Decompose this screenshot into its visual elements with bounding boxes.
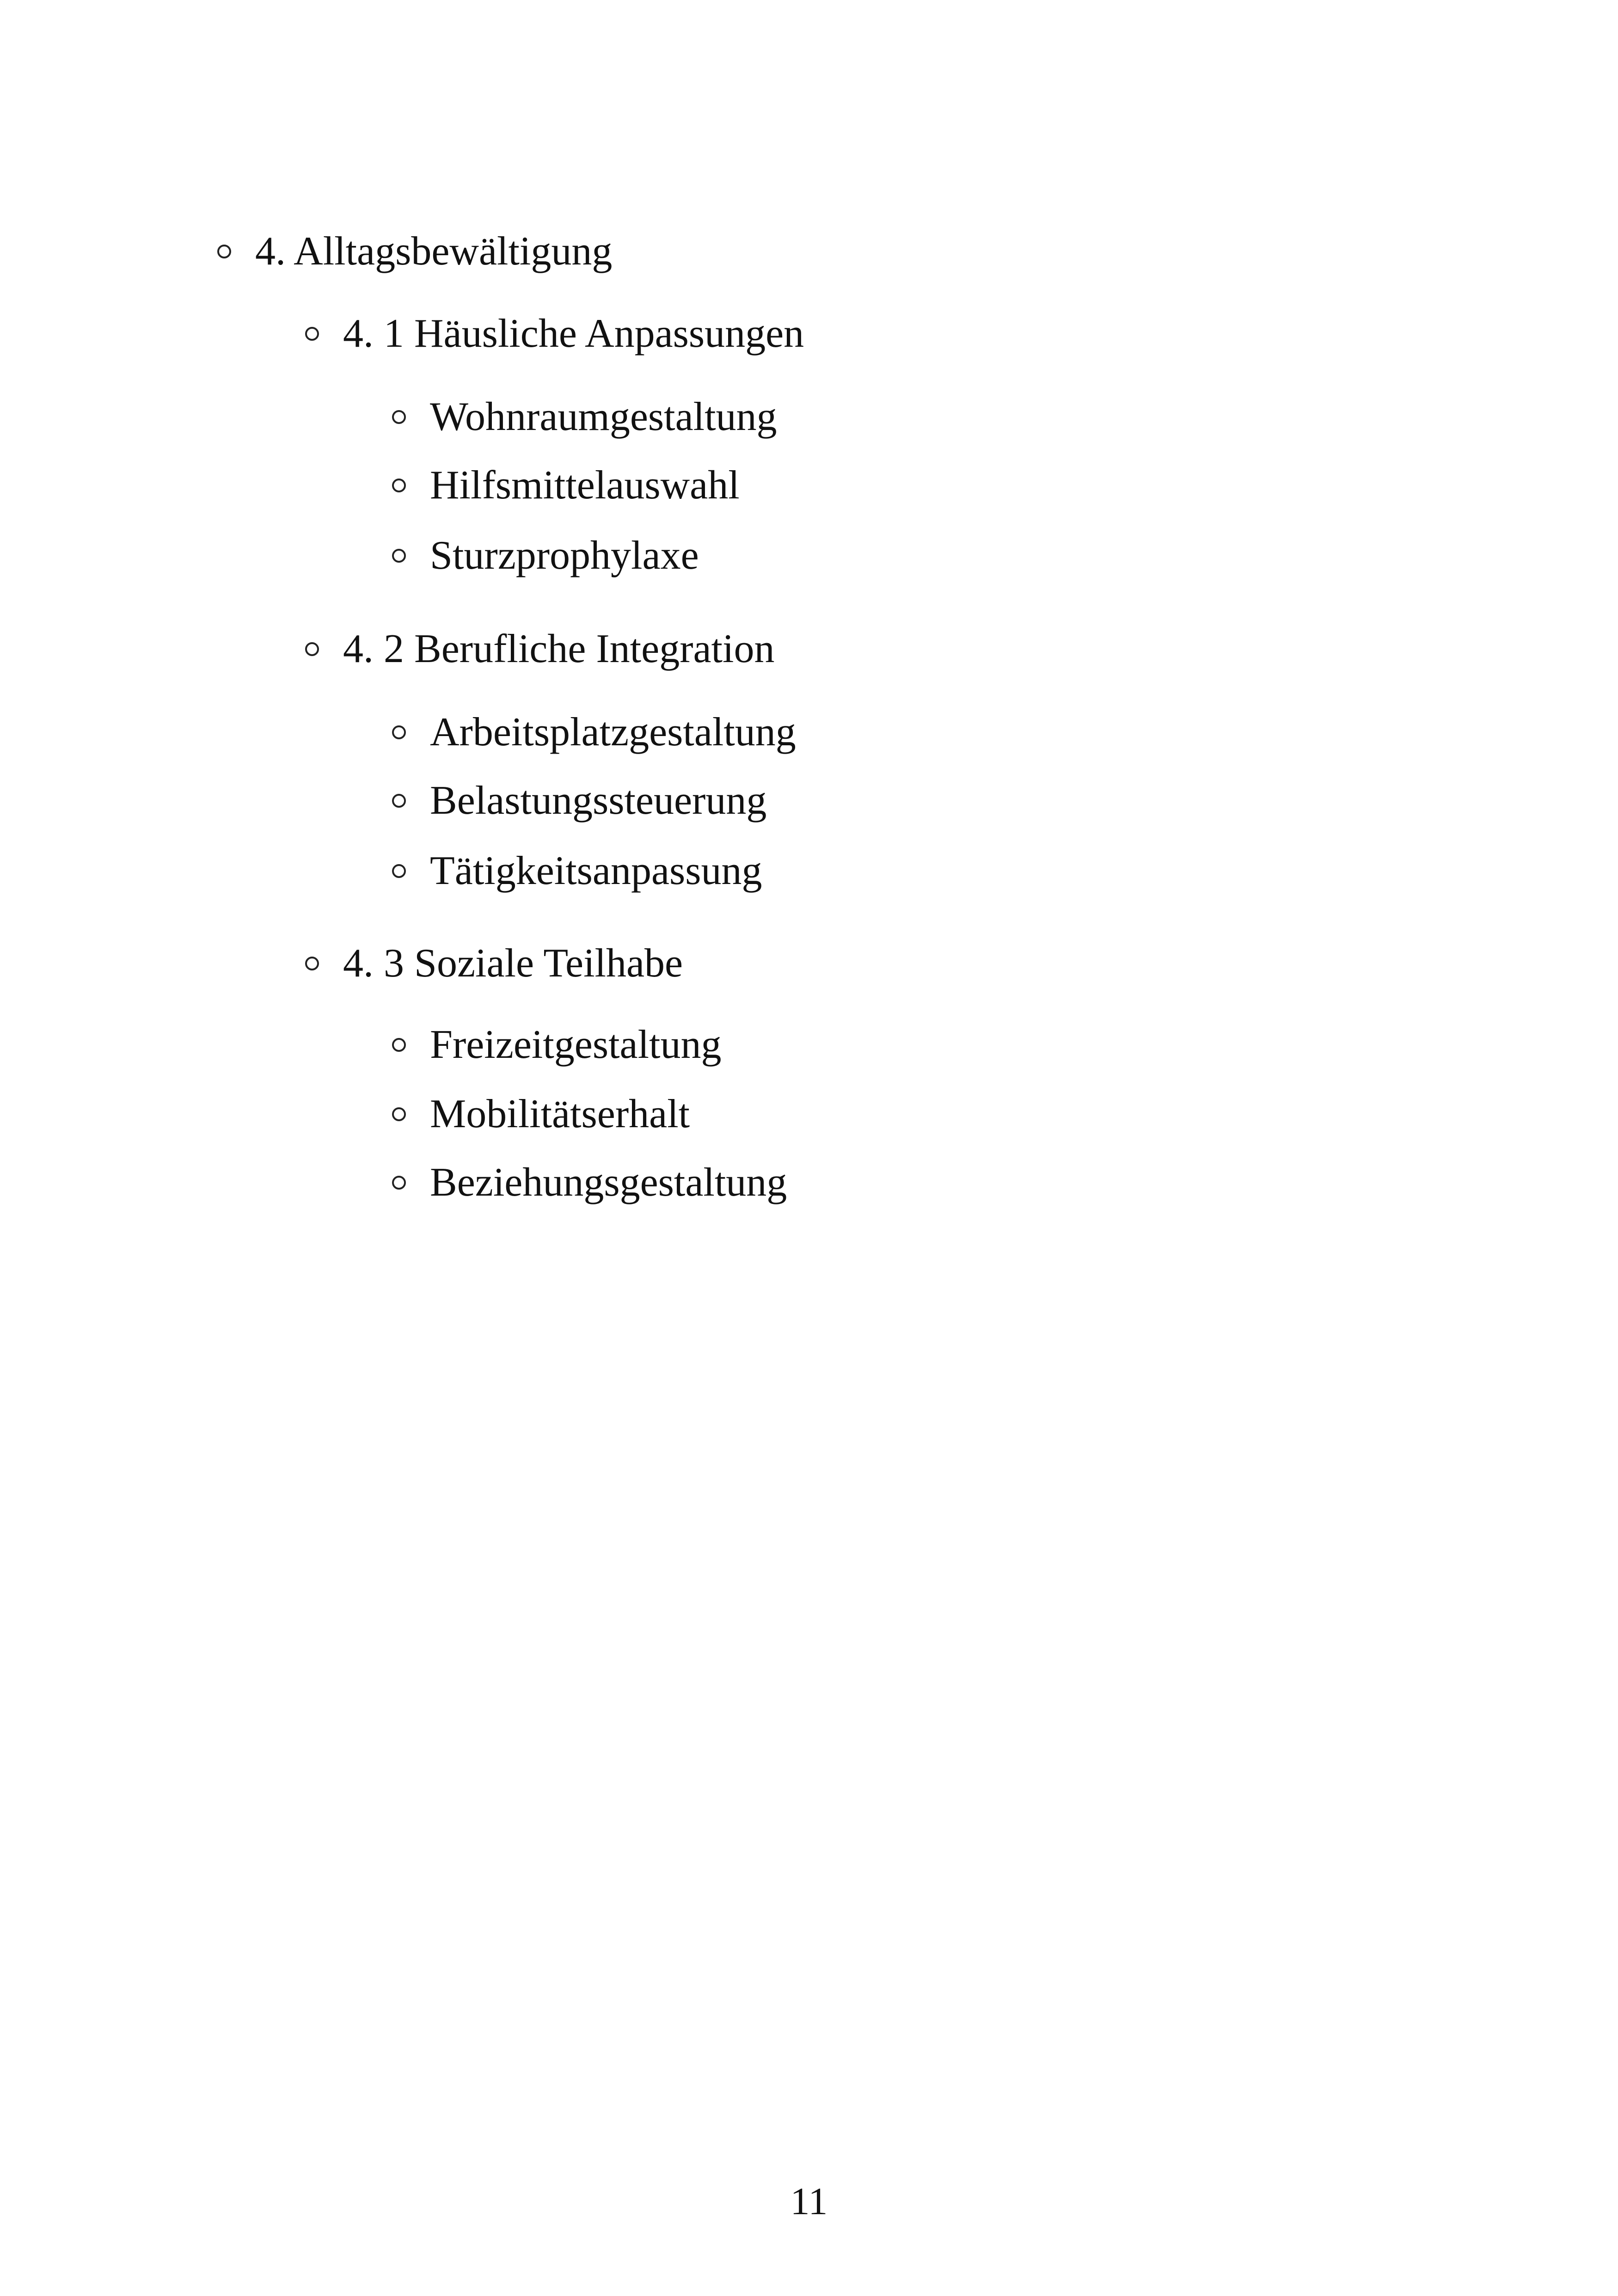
outline-item-level-3 bbox=[392, 535, 699, 576]
circle-bullet-icon bbox=[392, 1107, 406, 1121]
outline-item-level-1 bbox=[217, 231, 612, 272]
circle-bullet-icon bbox=[392, 549, 406, 563]
list-item: Hilfsmittelauswahl bbox=[430, 463, 740, 508]
circle-bullet-icon bbox=[392, 1038, 406, 1052]
list-item: Wohnraumgestaltung bbox=[430, 394, 777, 439]
circle-bullet-icon bbox=[392, 410, 406, 424]
list-item: Mobilitätserhalt bbox=[430, 1092, 690, 1136]
outline-item-level-3 bbox=[392, 1162, 787, 1203]
outline-item-level-3 bbox=[392, 1094, 690, 1135]
list-item: Belastungssteuerung bbox=[430, 778, 767, 823]
outline-item-level-2 bbox=[305, 313, 804, 354]
list-item: Sturzprophylaxe bbox=[430, 533, 699, 578]
section-heading: 4. 2 Berufliche Integration bbox=[343, 626, 775, 671]
outline-heading: 4. Alltagsbewältigung bbox=[255, 229, 613, 274]
outline-item-level-3 bbox=[392, 1022, 722, 1067]
circle-bullet-icon bbox=[392, 794, 406, 808]
outline-item-level-3 bbox=[392, 780, 766, 821]
circle-bullet-icon bbox=[305, 957, 319, 970]
outline-item-level-3 bbox=[392, 394, 777, 439]
section-heading: 4. 1 Häusliche Anpassungen bbox=[343, 311, 804, 356]
list-item: Freizeitgestaltung bbox=[430, 1022, 722, 1067]
circle-bullet-icon bbox=[392, 725, 406, 739]
circle-bullet-icon bbox=[305, 327, 319, 341]
list-item: Beziehungsgestaltung bbox=[430, 1160, 787, 1205]
outline-item-level-3 bbox=[392, 848, 762, 893]
outline-item-level-2 bbox=[305, 943, 683, 984]
circle-bullet-icon bbox=[305, 642, 319, 656]
list-item: Arbeitsplatzgestaltung bbox=[430, 710, 796, 755]
circle-bullet-icon bbox=[392, 479, 406, 492]
section-heading: 4. 3 Soziale Teilhabe bbox=[343, 941, 683, 986]
outline-item-level-3 bbox=[392, 465, 740, 506]
outline-item-level-3 bbox=[392, 712, 796, 753]
page-number: 11 bbox=[790, 2180, 828, 2223]
circle-bullet-icon bbox=[392, 864, 406, 878]
outline-item-level-2 bbox=[305, 626, 775, 671]
list-item: Tätigkeitsanpassung bbox=[430, 848, 762, 893]
circle-bullet-icon bbox=[392, 1176, 406, 1190]
circle-bullet-icon bbox=[217, 245, 231, 258]
